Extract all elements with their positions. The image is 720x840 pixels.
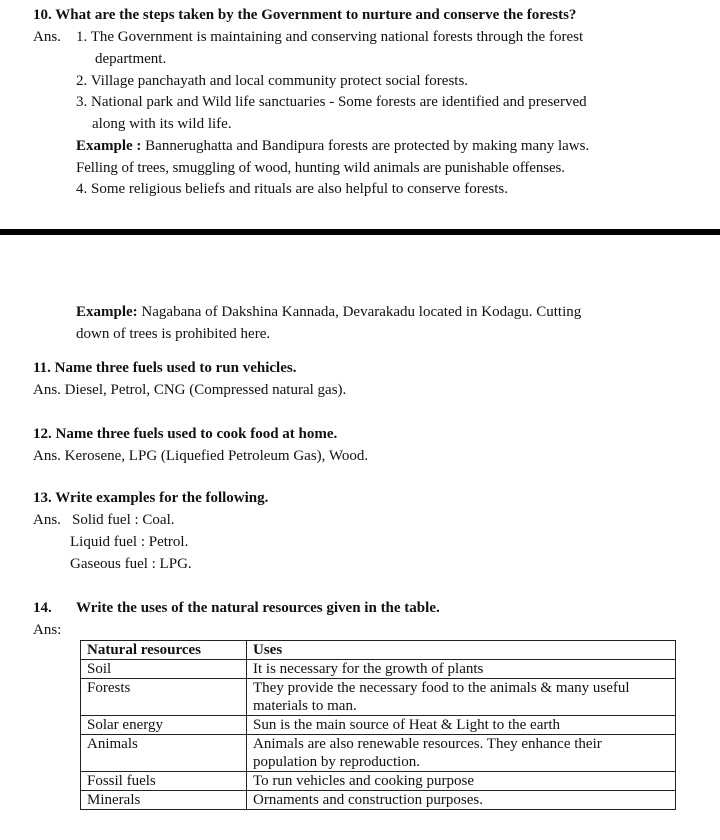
table-row <box>81 660 676 679</box>
table-row <box>81 679 676 716</box>
q10-item2: 2. Village panchayath and local community protect social forests. <box>76 73 469 89</box>
q11-question: 11. Name three fuels used to run vehicles. <box>33 360 297 376</box>
table-cell-use: Ornaments and construction purposes. <box>247 791 676 810</box>
q12-answer: Ans. Kerosene, LPG (Liquefied Petroleum Gas), Wood. <box>33 448 369 464</box>
table-cell-resource: Minerals <box>81 791 247 810</box>
table-row <box>81 772 676 791</box>
table-header-resource: Natural resources <box>81 641 247 660</box>
table-cell-resource: Solar energy <box>81 716 247 735</box>
table-row <box>81 791 676 810</box>
table-cell-use: They provide the necessary food to the animals & many useful materials to man. <box>247 679 676 716</box>
table-row <box>81 735 676 772</box>
table-cell-use: Sun is the main source of Heat & Light to the earth <box>247 716 676 735</box>
q13-ans-label: Ans. <box>33 512 61 528</box>
resources-table <box>80 640 676 810</box>
q10-felling: Felling of trees, smuggling of wood, hunting wild animals are punishable offenses. <box>76 160 565 176</box>
q10-item3-line1: 3. National park and Wild life sanctuaries - Some forests are identified and preserved <box>76 94 587 110</box>
table-row <box>81 716 676 735</box>
q13-solid: Solid fuel : Coal. <box>72 512 175 528</box>
table-cell-resource: Soil <box>81 660 247 679</box>
q14-number: 14. <box>33 600 52 616</box>
q13-question: 13. Write examples for the following. <box>33 490 269 506</box>
q10-item1-line1: 1. The Government is maintaining and conserving national forests through the forest <box>76 29 584 45</box>
q11-answer: Ans. Diesel, Petrol, CNG (Compressed natural gas). <box>33 382 347 398</box>
table-header-uses: Uses <box>247 641 676 660</box>
q10-item4: 4. Some religious beliefs and rituals are also helpful to conserve forests. <box>76 181 508 197</box>
q10-question: 10. What are the steps taken by the Government to nurture and conserve the forests? <box>33 7 577 23</box>
table-cell-use: To run vehicles and cooking purpose <box>247 772 676 791</box>
page-divider <box>0 229 720 235</box>
q10-item1-line2: department. <box>95 51 167 67</box>
q10-example1-label: Example : <box>76 138 142 154</box>
q10-example2-label: Example: <box>76 304 138 320</box>
q10-example2-text: Nagabana of Dakshina Kannada, Devarakadu located in Kodagu. Cutting <box>137 304 582 320</box>
q10-example1-text: Bannerughatta and Bandipura forests are protected by making many laws. <box>141 138 590 154</box>
q10-example2-line1 <box>76 302 581 322</box>
q13-gaseous: Gaseous fuel : LPG. <box>70 556 192 572</box>
q10-ans-label: Ans. <box>33 29 61 45</box>
q10-item3-line2: along with its wild life. <box>92 116 232 132</box>
q14-ans-label: Ans: <box>33 622 62 638</box>
table-cell-use: Animals are also renewable resources. They enhance their population by reproduction. <box>247 735 676 772</box>
table-cell-resource: Forests <box>81 679 247 716</box>
table-cell-resource: Fossil fuels <box>81 772 247 791</box>
q14-question: Write the uses of the natural resources given in the table. <box>76 600 440 616</box>
q12-question: 12. Name three fuels used to cook food at home. <box>33 426 338 442</box>
table-header-row <box>81 641 676 660</box>
q13-liquid: Liquid fuel : Petrol. <box>70 534 189 550</box>
q10-example2-line2: down of trees is prohibited here. <box>76 326 271 342</box>
table-cell-use: It is necessary for the growth of plants <box>247 660 676 679</box>
q10-example1 <box>76 136 589 156</box>
table-cell-resource: Animals <box>81 735 247 772</box>
